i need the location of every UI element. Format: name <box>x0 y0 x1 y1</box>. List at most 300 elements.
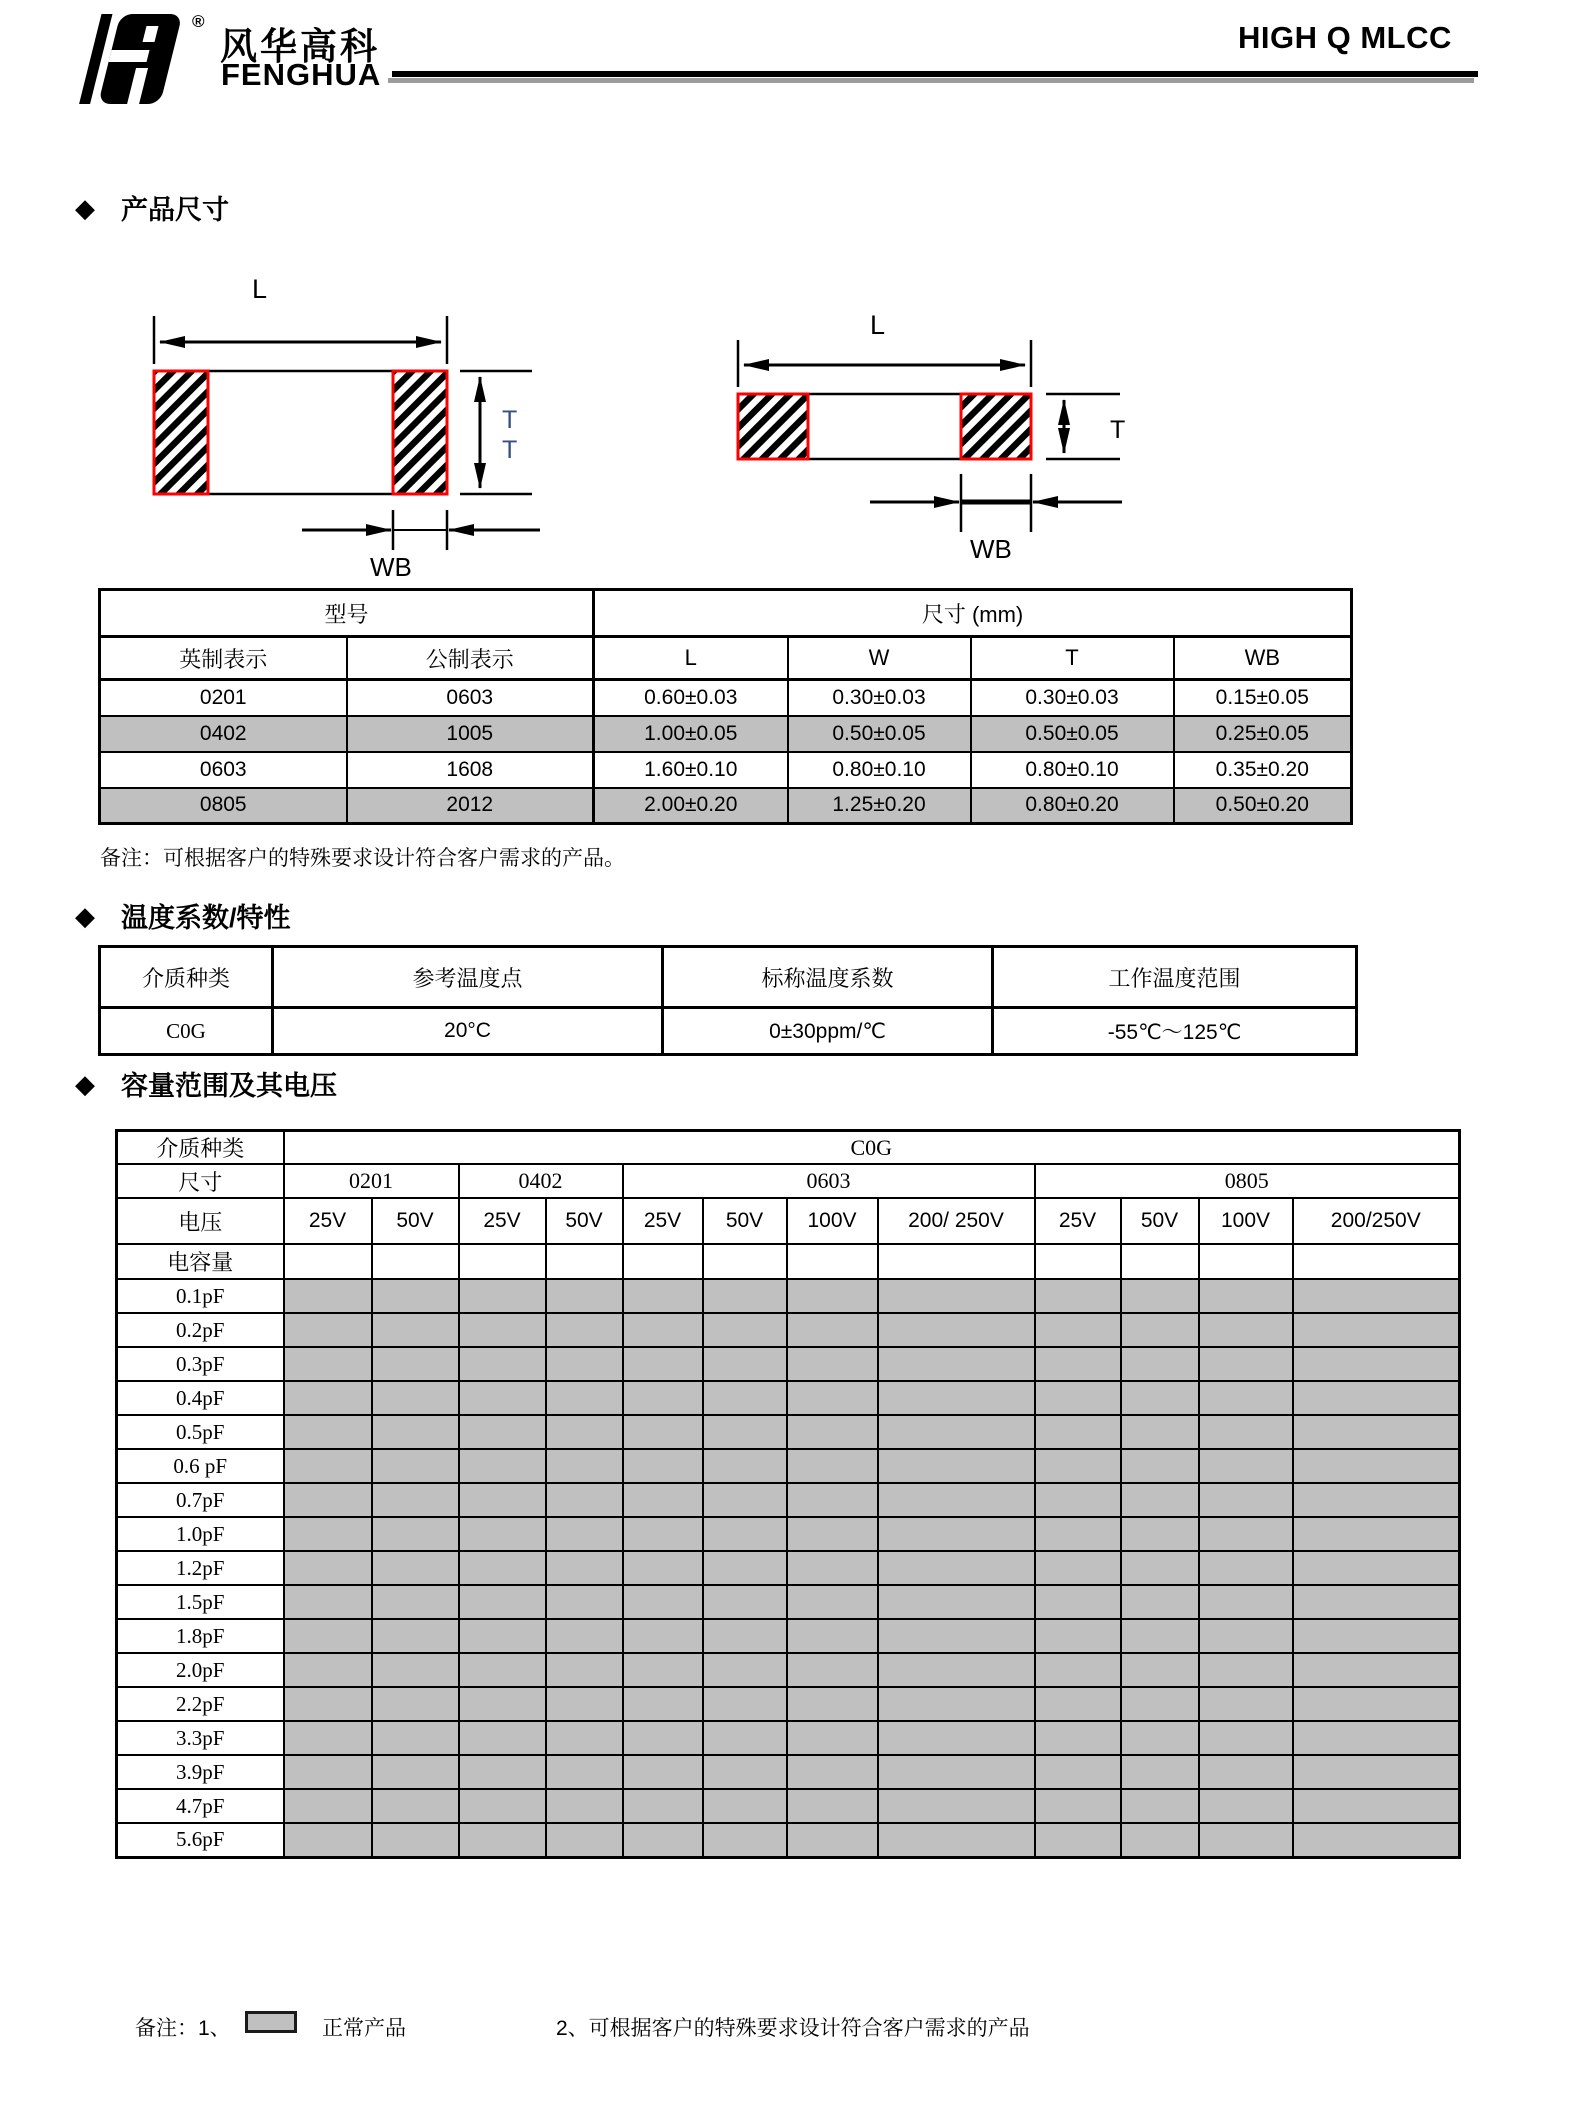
dim-group-header-size: 尺寸 (mm) <box>594 590 1352 637</box>
availability-cell <box>1035 1415 1121 1449</box>
section-temperature <box>75 896 291 935</box>
availability-cell <box>1035 1823 1121 1857</box>
availability-cell <box>372 1789 459 1823</box>
availability-cell <box>878 1619 1035 1653</box>
dim-cell: 0.30±0.03 <box>971 680 1174 716</box>
dim-cell: 0.50±0.05 <box>788 716 971 752</box>
availability-cell <box>703 1653 787 1687</box>
dim-table-body <box>100 680 1352 824</box>
availability-cell <box>1121 1415 1199 1449</box>
availability-cell <box>1199 1823 1293 1857</box>
availability-cell <box>703 1755 787 1789</box>
capacitance-row <box>117 1483 1460 1517</box>
availability-cell <box>372 1347 459 1381</box>
capacitance-row <box>117 1347 1460 1381</box>
availability-cell <box>1121 1517 1199 1551</box>
capacitance-label: 电容量 <box>117 1244 284 1279</box>
availability-cell <box>878 1279 1035 1313</box>
availability-cell <box>1035 1551 1121 1585</box>
availability-cell <box>459 1823 546 1857</box>
dielectric-row <box>117 1131 1460 1165</box>
availability-cell <box>459 1313 546 1347</box>
diamond-bullet-icon: ◆ <box>75 192 95 223</box>
availability-cell <box>787 1755 878 1789</box>
dim-col-header: W <box>788 637 971 680</box>
dielectric-label: 介质种类 <box>117 1131 284 1165</box>
availability-cell <box>1199 1449 1293 1483</box>
terminal-left <box>154 371 208 494</box>
availability-cell <box>787 1823 878 1857</box>
availability-cell <box>1293 1755 1460 1789</box>
availability-cell <box>372 1313 459 1347</box>
voltage-cell: 100V <box>1199 1198 1293 1244</box>
chip-dimension-diagram-side <box>718 292 1228 567</box>
empty-cell <box>1121 1244 1199 1279</box>
availability-cell <box>459 1483 546 1517</box>
availability-cell <box>546 1687 623 1721</box>
availability-cell <box>1035 1619 1121 1653</box>
dim-cell: 0805 <box>100 788 347 824</box>
availability-cell <box>787 1517 878 1551</box>
availability-cell <box>878 1653 1035 1687</box>
fenghua-logo-mark <box>66 12 186 106</box>
voltage-cell: 25V <box>1035 1198 1121 1244</box>
availability-cell <box>284 1381 372 1415</box>
availability-cell <box>284 1721 372 1755</box>
capacitance-value: 1.5pF <box>117 1585 284 1619</box>
availability-cell <box>1199 1755 1293 1789</box>
dim-cell: 0.35±0.20 <box>1174 752 1352 788</box>
capacitance-value: 3.9pF <box>117 1755 284 1789</box>
availability-cell <box>878 1585 1035 1619</box>
dim-cell: 0.80±0.10 <box>971 752 1174 788</box>
section-title: 温度系数/特性 <box>121 903 291 933</box>
dim-table-row <box>100 680 1352 716</box>
capacitance-value: 0.5pF <box>117 1415 284 1449</box>
availability-cell <box>703 1483 787 1517</box>
availability-cell <box>1293 1279 1460 1313</box>
availability-cell <box>546 1313 623 1347</box>
availability-cell <box>623 1551 703 1585</box>
size-group: 0805 <box>1035 1164 1460 1198</box>
capacitance-row <box>117 1789 1460 1823</box>
availability-cell <box>284 1755 372 1789</box>
capacitance-row <box>117 1585 1460 1619</box>
dimensions-table <box>98 588 1353 825</box>
availability-cell <box>284 1585 372 1619</box>
empty-cell <box>1293 1244 1460 1279</box>
availability-cell <box>284 1619 372 1653</box>
availability-cell <box>1293 1789 1460 1823</box>
availability-cell <box>1035 1347 1121 1381</box>
availability-cell <box>703 1687 787 1721</box>
availability-cell <box>623 1755 703 1789</box>
availability-cell <box>459 1789 546 1823</box>
availability-cell <box>703 1449 787 1483</box>
availability-cell <box>1293 1415 1460 1449</box>
availability-cell <box>787 1789 878 1823</box>
availability-cell <box>878 1517 1035 1551</box>
availability-cell <box>546 1619 623 1653</box>
chip-dimension-diagram-front <box>112 258 582 588</box>
availability-cell <box>878 1381 1035 1415</box>
availability-cell <box>787 1653 878 1687</box>
availability-cell <box>623 1449 703 1483</box>
capacity-voltage-table <box>115 1129 1461 1859</box>
capacitance-row <box>117 1381 1460 1415</box>
availability-cell <box>1199 1789 1293 1823</box>
availability-cell <box>1035 1585 1121 1619</box>
availability-cell <box>459 1755 546 1789</box>
availability-cell <box>546 1789 623 1823</box>
temp-cell-range: -55℃～125℃ <box>993 1008 1357 1055</box>
availability-cell <box>1121 1619 1199 1653</box>
dim-cell: 0.60±0.03 <box>594 680 788 716</box>
availability-cell <box>878 1721 1035 1755</box>
availability-cell <box>1121 1551 1199 1585</box>
availability-cell <box>546 1449 623 1483</box>
availability-cell <box>1121 1483 1199 1517</box>
empty-cell <box>1199 1244 1293 1279</box>
capacitance-row <box>117 1823 1460 1857</box>
availability-cell <box>703 1823 787 1857</box>
voltage-cell: 200/ 250V <box>878 1198 1035 1244</box>
size-group: 0402 <box>459 1164 623 1198</box>
availability-cell <box>1121 1789 1199 1823</box>
availability-cell <box>787 1585 878 1619</box>
empty-cell <box>372 1244 459 1279</box>
availability-cell <box>787 1279 878 1313</box>
availability-cell <box>1199 1619 1293 1653</box>
temp-col-header: 参考温度点 <box>273 947 663 1008</box>
availability-cell <box>459 1619 546 1653</box>
capacitance-value: 0.2pF <box>117 1313 284 1347</box>
availability-cell <box>878 1789 1035 1823</box>
capacitance-value: 4.7pF <box>117 1789 284 1823</box>
temp-col-header: 工作温度范围 <box>993 947 1357 1008</box>
availability-cell <box>1199 1585 1293 1619</box>
availability-cell <box>623 1313 703 1347</box>
dim-cell: 0.50±0.05 <box>971 716 1174 752</box>
voltage-cell: 50V <box>546 1198 623 1244</box>
dim-col-header: 公制表示 <box>347 637 594 680</box>
logo-chinese-name: 风华高科 <box>220 26 380 67</box>
dim-cell: 0.25±0.05 <box>1174 716 1352 752</box>
availability-cell <box>703 1517 787 1551</box>
footer-note-legend: 正常产品 <box>322 2017 406 2040</box>
availability-cell <box>284 1347 372 1381</box>
empty-cell <box>878 1244 1035 1279</box>
availability-cell <box>372 1619 459 1653</box>
diamond-bullet-icon: ◆ <box>75 1068 95 1099</box>
availability-cell <box>372 1279 459 1313</box>
dielectric-value: C0G <box>284 1131 1460 1165</box>
availability-cell <box>284 1823 372 1857</box>
diamond-bullet-icon: ◆ <box>75 900 95 931</box>
dim-label-WB: WB <box>370 552 412 582</box>
capacitance-value: 0.4pF <box>117 1381 284 1415</box>
empty-cell <box>623 1244 703 1279</box>
availability-cell <box>623 1653 703 1687</box>
availability-cell <box>1121 1687 1199 1721</box>
availability-cell <box>1035 1653 1121 1687</box>
capacitance-header-row <box>117 1244 1460 1279</box>
availability-cell <box>1293 1551 1460 1585</box>
availability-cell <box>284 1687 372 1721</box>
section-product-dimensions <box>75 188 229 227</box>
dim-cell: 0.80±0.10 <box>788 752 971 788</box>
availability-cell <box>284 1789 372 1823</box>
availability-cell <box>878 1449 1035 1483</box>
dim-cell: 0.15±0.05 <box>1174 680 1352 716</box>
availability-cell <box>787 1313 878 1347</box>
voltage-cell: 25V <box>459 1198 546 1244</box>
empty-cell <box>459 1244 546 1279</box>
availability-cell <box>703 1313 787 1347</box>
dim-cell: 0402 <box>100 716 347 752</box>
availability-cell <box>372 1653 459 1687</box>
voltage-label: 电压 <box>117 1198 284 1244</box>
voltage-cell: 25V <box>623 1198 703 1244</box>
availability-cell <box>1293 1653 1460 1687</box>
capacitance-row <box>117 1721 1460 1755</box>
availability-cell <box>1199 1653 1293 1687</box>
capacitance-value: 1.8pF <box>117 1619 284 1653</box>
availability-cell <box>1293 1517 1460 1551</box>
temp-cell-ref-point: 20°C <box>273 1008 663 1055</box>
terminal-right <box>961 394 1031 459</box>
availability-cell <box>546 1415 623 1449</box>
availability-cell <box>284 1415 372 1449</box>
availability-cell <box>372 1415 459 1449</box>
availability-cell <box>284 1313 372 1347</box>
dim-label-T-lower: T <box>502 436 518 464</box>
dim-cell: 1.00±0.05 <box>594 716 788 752</box>
capacitance-value: 5.6pF <box>117 1823 284 1857</box>
availability-cell <box>703 1789 787 1823</box>
dim-table-row <box>100 752 1352 788</box>
availability-cell <box>703 1279 787 1313</box>
availability-cell <box>787 1721 878 1755</box>
availability-cell <box>459 1551 546 1585</box>
availability-cell <box>459 1517 546 1551</box>
availability-cell <box>1199 1483 1293 1517</box>
availability-cell <box>1293 1449 1460 1483</box>
availability-cell <box>546 1483 623 1517</box>
availability-cell <box>1293 1483 1460 1517</box>
capacitance-row <box>117 1755 1460 1789</box>
capacitance-row <box>117 1279 1460 1313</box>
dim-cell: 1608 <box>347 752 594 788</box>
availability-cell <box>1293 1381 1460 1415</box>
dim-cell: 2012 <box>347 788 594 824</box>
availability-cell <box>703 1551 787 1585</box>
availability-cell <box>372 1551 459 1585</box>
availability-cell <box>372 1381 459 1415</box>
page-title: HIGH Q MLCC <box>1238 20 1452 55</box>
availability-cell <box>372 1517 459 1551</box>
voltage-cell: 50V <box>703 1198 787 1244</box>
size-row <box>117 1164 1460 1198</box>
availability-cell <box>623 1483 703 1517</box>
availability-cell <box>1121 1823 1199 1857</box>
availability-cell <box>1293 1619 1460 1653</box>
availability-cell <box>878 1313 1035 1347</box>
dim-cell: 0.50±0.20 <box>1174 788 1352 824</box>
availability-cell <box>623 1585 703 1619</box>
availability-cell <box>1035 1687 1121 1721</box>
availability-cell <box>703 1619 787 1653</box>
empty-cell <box>546 1244 623 1279</box>
size-group: 0201 <box>284 1164 459 1198</box>
dim-cell: 0201 <box>100 680 347 716</box>
availability-cell <box>546 1721 623 1755</box>
capacitance-value: 1.2pF <box>117 1551 284 1585</box>
availability-cell <box>1199 1381 1293 1415</box>
dim-cell: 0603 <box>347 680 594 716</box>
dim-cell: 1005 <box>347 716 594 752</box>
dim-cell: 0.30±0.03 <box>788 680 971 716</box>
availability-cell <box>1035 1789 1121 1823</box>
availability-cell <box>878 1347 1035 1381</box>
availability-cell <box>787 1347 878 1381</box>
availability-cell <box>372 1721 459 1755</box>
temp-cell-dielectric: C0G <box>100 1008 273 1055</box>
dim-cell: 0.80±0.20 <box>971 788 1174 824</box>
availability-cell <box>546 1823 623 1857</box>
capacitance-row <box>117 1415 1460 1449</box>
availability-cell <box>1035 1755 1121 1789</box>
availability-cell <box>372 1755 459 1789</box>
empty-cell <box>1035 1244 1121 1279</box>
temp-cell-coefficient: 0±30ppm/℃ <box>663 1008 993 1055</box>
size-group: 0603 <box>623 1164 1035 1198</box>
availability-cell <box>1199 1687 1293 1721</box>
availability-cell <box>623 1619 703 1653</box>
section-title: 容量范围及其电压 <box>121 1071 337 1101</box>
availability-cell <box>1121 1279 1199 1313</box>
size-label: 尺寸 <box>117 1164 284 1198</box>
availability-cell <box>703 1415 787 1449</box>
availability-cell <box>1035 1721 1121 1755</box>
availability-cell <box>878 1483 1035 1517</box>
voltage-cell: 50V <box>372 1198 459 1244</box>
dim-table-row <box>100 788 1352 824</box>
availability-cell <box>459 1653 546 1687</box>
voltage-cell: 50V <box>1121 1198 1199 1244</box>
availability-cell <box>372 1483 459 1517</box>
capacitance-value: 0.7pF <box>117 1483 284 1517</box>
temp-col-header: 介质种类 <box>100 947 273 1008</box>
footer-note-prefix: 备注：1、 <box>135 2017 231 2040</box>
availability-cell <box>878 1687 1035 1721</box>
temperature-table <box>98 945 1358 1056</box>
capacitance-value: 2.0pF <box>117 1653 284 1687</box>
capacitance-row <box>117 1619 1460 1653</box>
dim-label-WB: WB <box>970 534 1012 564</box>
terminal-left <box>738 394 808 459</box>
availability-cell <box>1035 1517 1121 1551</box>
availability-cell <box>623 1789 703 1823</box>
availability-cell <box>1121 1721 1199 1755</box>
empty-cell <box>703 1244 787 1279</box>
header-rule-gray <box>388 78 1474 83</box>
availability-cell <box>878 1415 1035 1449</box>
availability-cell <box>284 1551 372 1585</box>
availability-cell <box>623 1517 703 1551</box>
dim-table-row <box>100 716 1352 752</box>
availability-cell <box>546 1381 623 1415</box>
capacitance-value: 2.2pF <box>117 1687 284 1721</box>
availability-cell <box>1035 1279 1121 1313</box>
availability-cell <box>878 1755 1035 1789</box>
section-title: 产品尺寸 <box>121 195 229 225</box>
dimensions-note: 备注：可根据客户的特殊要求设计符合客户需求的产品。 <box>100 847 625 870</box>
dim-cell: 1.25±0.20 <box>788 788 971 824</box>
availability-cell <box>284 1279 372 1313</box>
availability-cell <box>623 1279 703 1313</box>
availability-cell <box>546 1279 623 1313</box>
availability-cell <box>703 1721 787 1755</box>
availability-cell <box>1121 1653 1199 1687</box>
dim-label-T-upper: T <box>502 406 518 434</box>
availability-cell <box>546 1517 623 1551</box>
normal-product-swatch <box>245 2011 297 2033</box>
availability-cell <box>459 1347 546 1381</box>
capacitance-value: 0.6 pF <box>117 1449 284 1483</box>
availability-cell <box>623 1687 703 1721</box>
availability-cell <box>284 1483 372 1517</box>
availability-cell <box>546 1755 623 1789</box>
availability-cell <box>372 1449 459 1483</box>
availability-cell <box>1293 1585 1460 1619</box>
dim-cell: 0603 <box>100 752 347 788</box>
availability-cell <box>787 1415 878 1449</box>
availability-cell <box>787 1619 878 1653</box>
voltage-row <box>117 1198 1460 1244</box>
availability-cell <box>372 1823 459 1857</box>
dim-col-header: T <box>971 637 1174 680</box>
capacitance-row <box>117 1551 1460 1585</box>
availability-cell <box>1199 1313 1293 1347</box>
availability-cell <box>1121 1585 1199 1619</box>
availability-cell <box>546 1347 623 1381</box>
dim-label-L: L <box>252 274 268 304</box>
capacitance-row <box>117 1517 1460 1551</box>
availability-cell <box>284 1653 372 1687</box>
dim-cell: 2.00±0.20 <box>594 788 788 824</box>
availability-cell <box>1199 1551 1293 1585</box>
temp-col-header: 标称温度系数 <box>663 947 993 1008</box>
dim-label-L: L <box>870 310 886 340</box>
availability-cell <box>703 1381 787 1415</box>
registered-trademark-icon: ® <box>192 12 205 31</box>
availability-cell <box>1293 1687 1460 1721</box>
availability-cell <box>787 1687 878 1721</box>
availability-cell <box>459 1449 546 1483</box>
availability-cell <box>623 1823 703 1857</box>
availability-cell <box>1035 1381 1121 1415</box>
logo-english-name: FENGHUA <box>221 57 382 92</box>
availability-cell <box>1121 1381 1199 1415</box>
availability-cell <box>1199 1279 1293 1313</box>
availability-cell <box>284 1449 372 1483</box>
availability-cell <box>546 1585 623 1619</box>
capacitance-value: 0.3pF <box>117 1347 284 1381</box>
capacitance-row <box>117 1687 1460 1721</box>
dim-col-header: WB <box>1174 637 1352 680</box>
capacitance-value: 1.0pF <box>117 1517 284 1551</box>
